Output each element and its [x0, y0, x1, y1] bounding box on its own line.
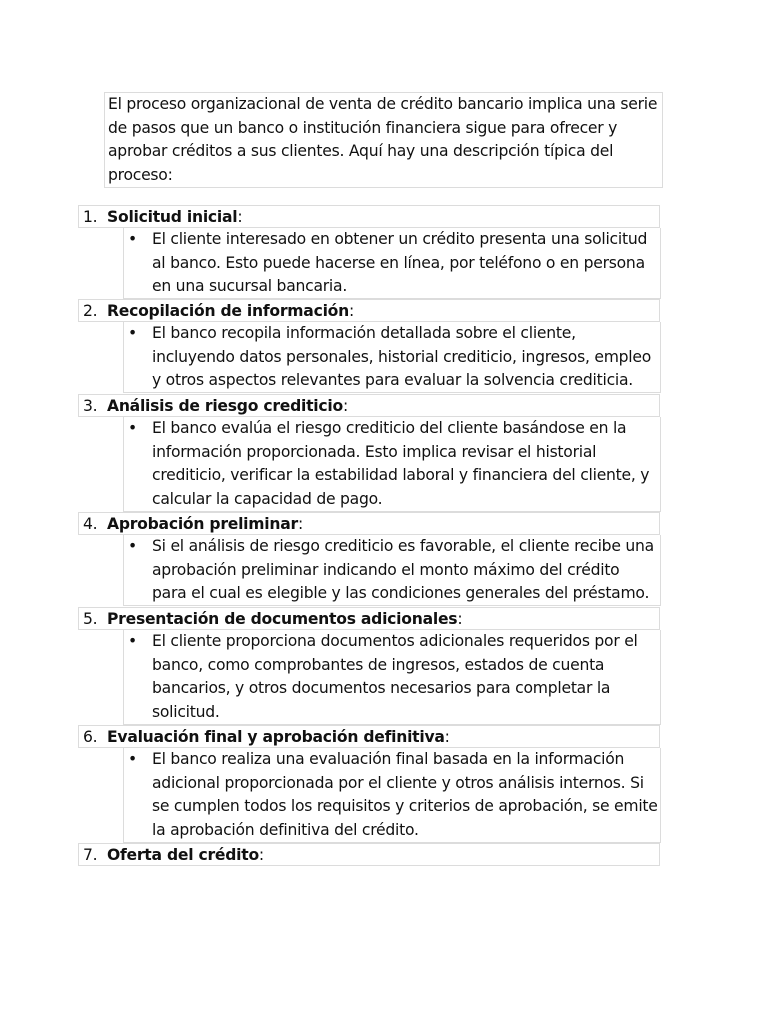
step-suffix: : — [444, 728, 450, 746]
bullet-icon: • — [128, 230, 137, 248]
step-title: Evaluación final y aprobación definitiva — [107, 728, 445, 746]
bullet-text: El banco recopila información detallada sobre el cliente, incluyendo datos personales, historial crediticio, ingresos, empleo y otros aspectos relevantes para evaluar la solvencia crediticia. — [152, 324, 652, 389]
step-number: 7. — [83, 846, 98, 864]
step-6-bullet — [123, 748, 661, 843]
bullet-icon: • — [128, 750, 137, 768]
step-number: 5. — [83, 610, 98, 628]
bullet-icon: • — [128, 632, 137, 650]
step-title-container — [107, 608, 462, 632]
step-number: 3. — [83, 397, 98, 415]
step-title-container — [107, 513, 303, 537]
bullet-icon: • — [128, 419, 137, 437]
bullet-text: Si el análisis de riesgo crediticio es favorable, el cliente recibe una aprobación preliminar indicando el monto máximo del crédito para el cual es elegible y las condiciones generales del préstamo. — [152, 537, 654, 602]
step-suffix: : — [237, 208, 243, 226]
step-title-container — [107, 726, 450, 750]
bullet-text: El banco evalúa el riesgo crediticio del cliente basándose en la información proporcionada. Esto implica revisar el historial crediticio, verificar la estabilidad laboral y financiera del cliente, y calcular la capacidad de pago. — [152, 419, 650, 508]
step-title: Oferta del crédito — [107, 846, 259, 864]
step-suffix: : — [258, 846, 264, 864]
step-title-container — [107, 206, 242, 230]
step-title-container — [107, 300, 354, 324]
list-item-step-1 — [78, 205, 660, 228]
step-4-bullet — [123, 535, 661, 606]
list-item-step-2 — [78, 299, 660, 322]
step-suffix: : — [348, 302, 354, 320]
step-3-bullet — [123, 417, 661, 512]
step-title: Recopilación de información — [107, 302, 349, 320]
bullet-icon: • — [128, 324, 137, 342]
step-5-bullet — [123, 630, 661, 725]
step-suffix: : — [297, 515, 303, 533]
step-title: Aprobación preliminar — [107, 515, 298, 533]
step-title-container — [107, 844, 264, 868]
step-number: 4. — [83, 515, 98, 533]
list-item-step-6 — [78, 725, 660, 748]
step-number: 2. — [83, 302, 98, 320]
step-title-container — [107, 395, 348, 419]
bullet-text: El cliente interesado en obtener un crédito presenta una solicitud al banco. Esto puede hacerse en línea, por teléfono o en persona en una sucursal bancaria. — [152, 230, 648, 295]
step-1-bullet — [123, 228, 661, 299]
list-item-step-4 — [78, 512, 660, 535]
list-item-step-5 — [78, 607, 660, 630]
step-suffix: : — [457, 610, 463, 628]
bullet-icon: • — [128, 537, 137, 555]
step-number: 1. — [83, 208, 98, 226]
step-suffix: : — [342, 397, 348, 415]
list-item-step-7 — [78, 843, 660, 866]
bullet-text: El banco realiza una evaluación final basada en la información adicional proporcionada por el cliente y otros análisis internos. Si se cumplen todos los requisitos y criterios de aprobación, se emite la aprobación definitiva del crédito. — [152, 750, 658, 839]
step-title: Análisis de riesgo crediticio — [107, 397, 343, 415]
step-2-bullet — [123, 322, 661, 393]
intro-paragraph: El proceso organizacional de venta de crédito bancario implica una serie de pasos que un banco o institución financiera sigue para ofrecer y aprobar créditos a sus clientes. Aquí hay una descripción típica del proceso: — [104, 92, 663, 188]
bullet-text: El cliente proporciona documentos adicionales requeridos por el banco, como comprobantes de ingresos, estados de cuenta bancarios, y otros documentos necesarios para completar la solicitud. — [152, 632, 638, 721]
step-number: 6. — [83, 728, 98, 746]
step-title: Presentación de documentos adicionales — [107, 610, 458, 628]
list-item-step-3 — [78, 394, 660, 417]
step-title: Solicitud inicial — [107, 208, 238, 226]
